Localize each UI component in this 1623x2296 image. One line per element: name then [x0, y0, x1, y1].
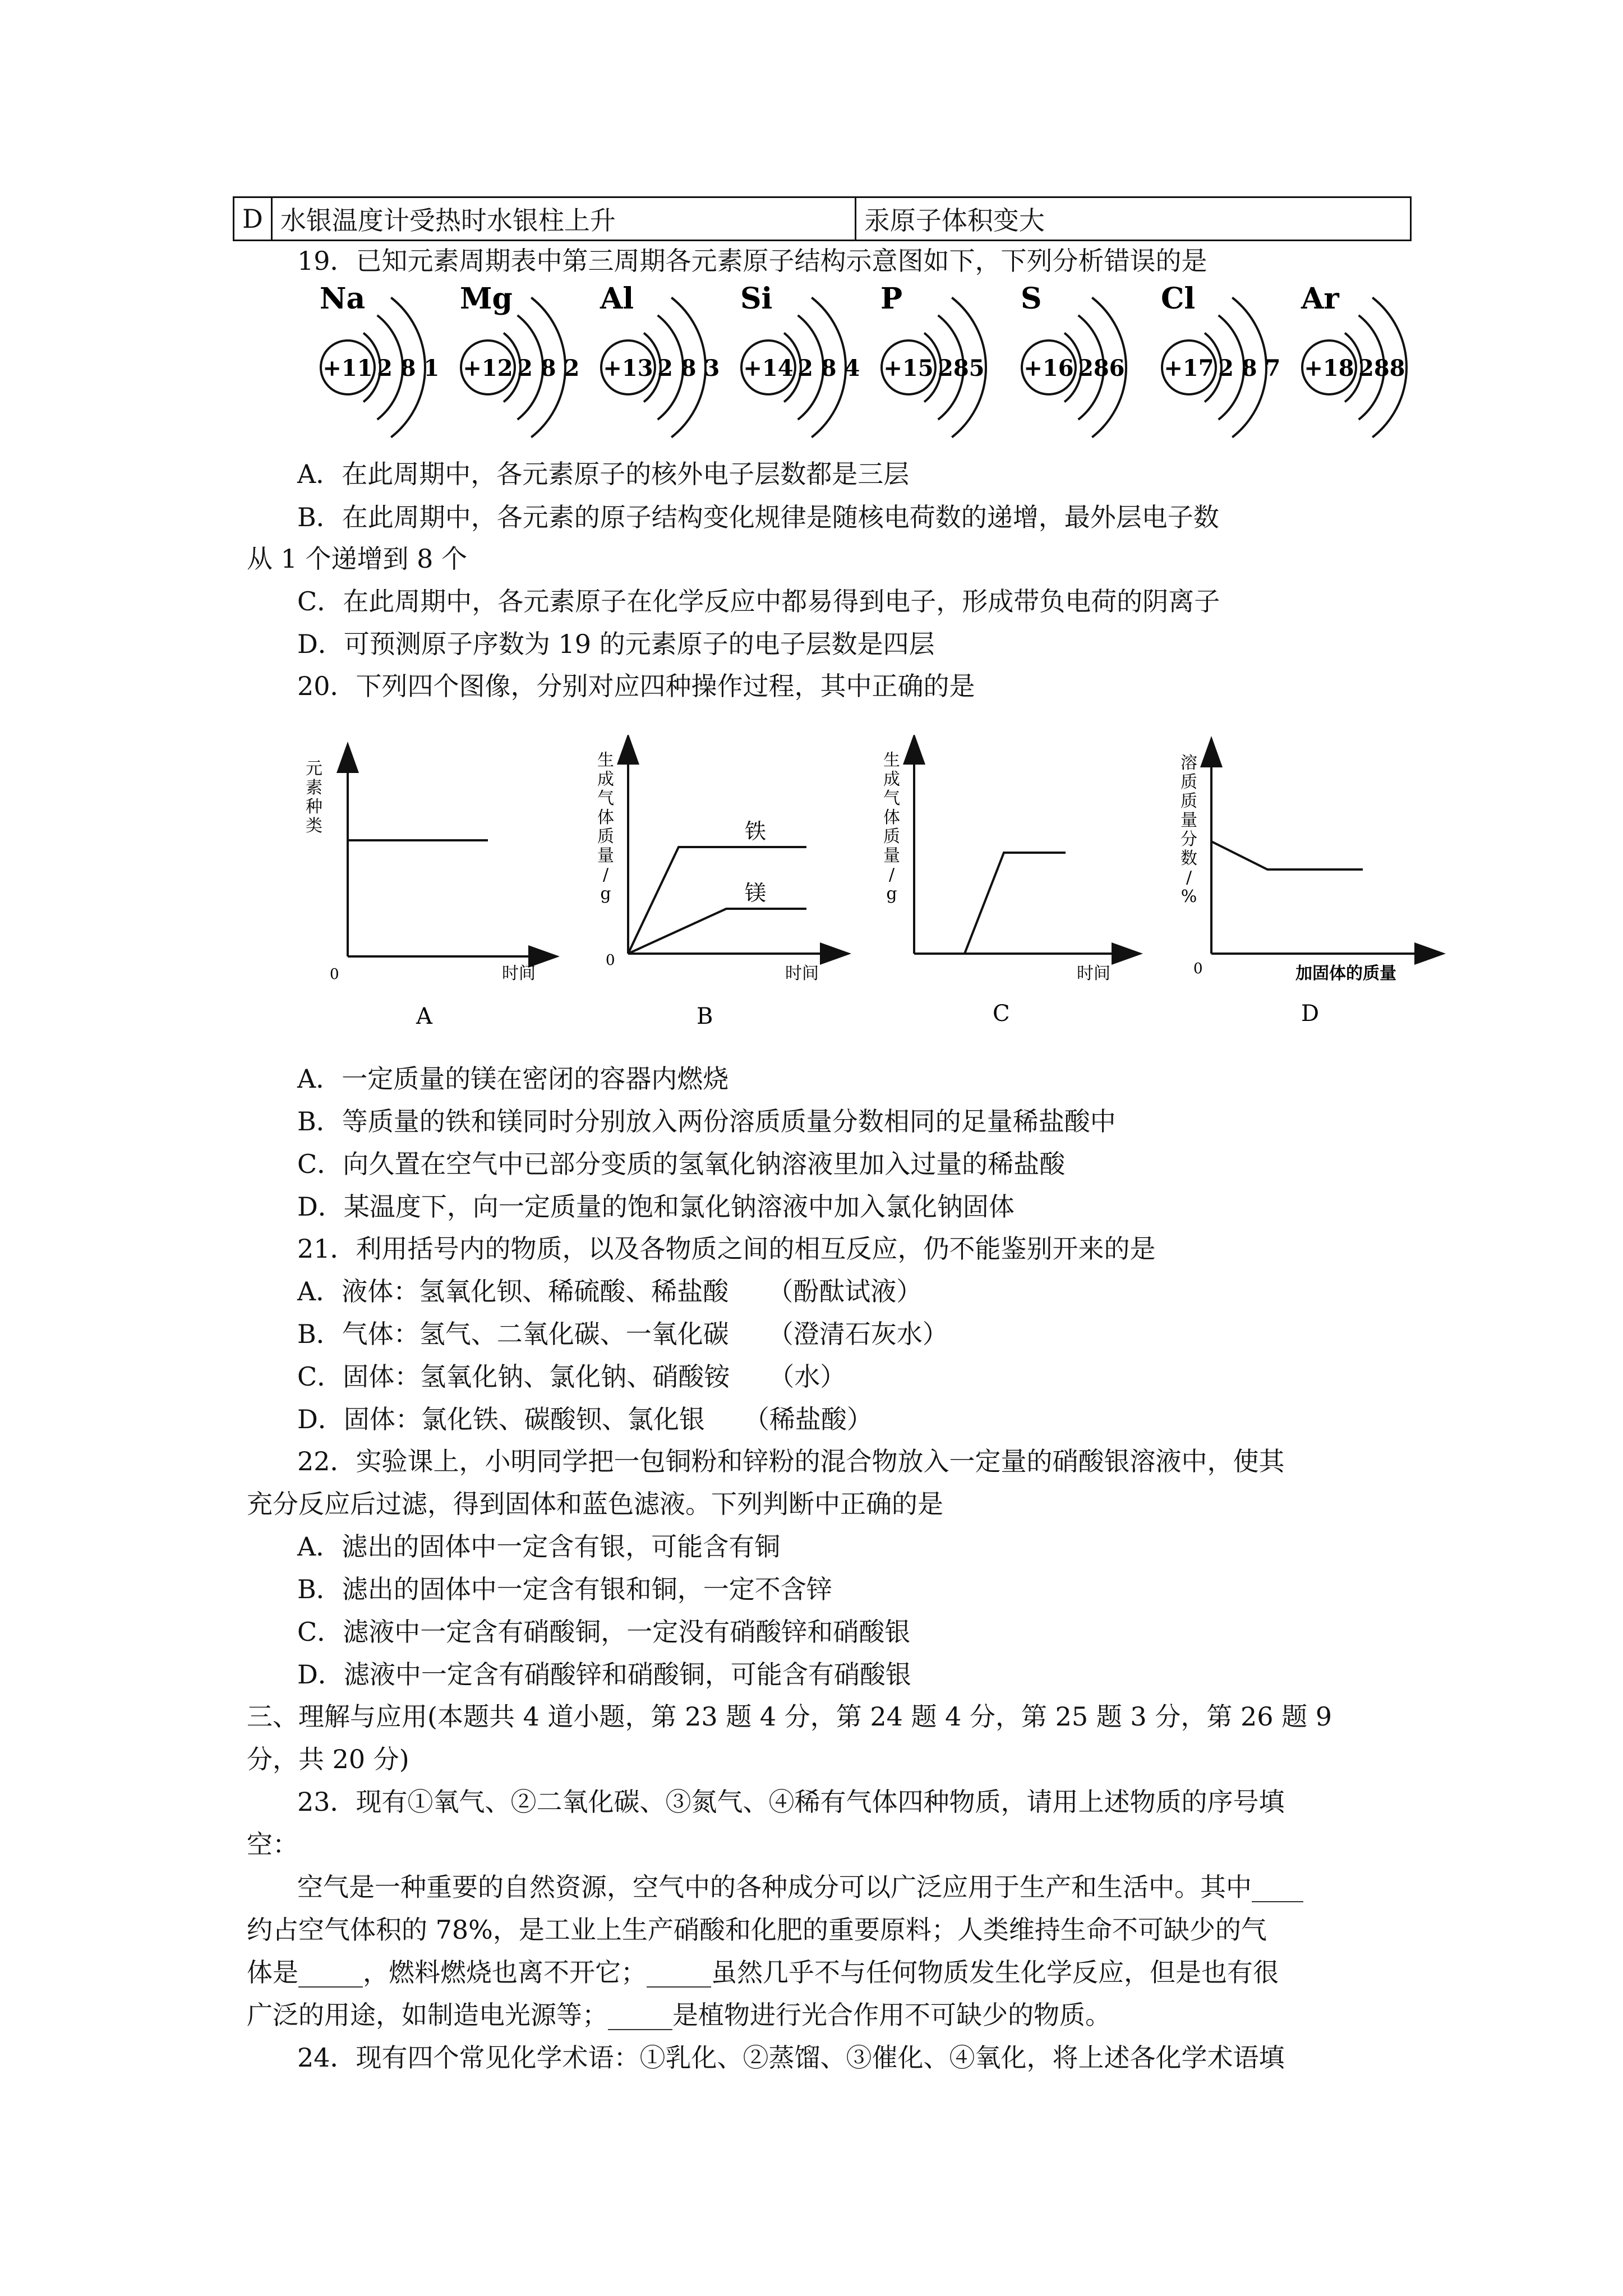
- graph-c-xlabel: 时间: [1077, 964, 1110, 983]
- q19-option-b-line1: B．在此周期中，各元素的原子结构变化规律是随核电荷数的递增，最外层电子数: [297, 502, 1219, 532]
- y-axis-label-char: 分: [1181, 830, 1197, 849]
- graph-c: [883, 749, 1127, 1027]
- magnesium-curve-label: 镁: [745, 881, 767, 905]
- y-axis-label-char: 溶: [1181, 753, 1197, 773]
- y-axis-label-char: g: [600, 884, 611, 904]
- y-axis-label-char: 数: [1181, 849, 1197, 868]
- y-axis-label-char: 量: [1181, 811, 1197, 830]
- atom-symbol: Si: [740, 283, 773, 316]
- electron-counts: 2 8 4: [797, 355, 860, 381]
- graph-d: [1181, 752, 1430, 1027]
- y-axis-label-char: /: [888, 865, 895, 885]
- y-axis-label-char: 气: [883, 789, 900, 808]
- table-row: [234, 197, 1411, 241]
- atom-diagram-na: [320, 283, 439, 438]
- y-axis-label-char: 成: [883, 770, 900, 789]
- q20-option-c: C．向久置在空气中已部分变质的氢氧化钠溶液里加入过量的稀盐酸: [297, 1149, 1066, 1179]
- q20-graphs: [292, 735, 1469, 1049]
- q19-option-c: C．在此周期中，各元素原子在化学反应中都易得到电子，形成带负电荷的阴离子: [297, 586, 1220, 616]
- nucleus-charge: +18: [1304, 355, 1354, 381]
- q22-option-d: D．滤液中一定含有硝酸锌和硝酸铜，可能含有硝酸银: [297, 1659, 911, 1690]
- q23-stem-line2: 空：: [247, 1829, 298, 1860]
- q24-stem-line1: 24．现有四个常见化学术语：①乳化、②蒸馏、③催化、④氧化，将上述各化学术语填: [297, 2042, 1285, 2073]
- q22-option-b: B．滤出的固体中一定含有银和铜，一定不含锌: [297, 1574, 832, 1604]
- q19-option-d: D．可预测原子序数为 19 的元素原子的电子层数是四层: [297, 629, 935, 659]
- q23-stem-line1: 23．现有①氧气、②二氧化碳、③氮气、④稀有气体四种物质，请用上述物质的序号填: [297, 1787, 1285, 1817]
- graph-a-origin: 0: [330, 966, 339, 983]
- nucleus-charge: +15: [883, 355, 934, 381]
- atom-diagram-al: [600, 283, 720, 438]
- graph-b-xlabel: 时间: [785, 964, 819, 983]
- nucleus-charge: +16: [1023, 355, 1074, 381]
- electron-counts: 2 8 1: [377, 355, 440, 381]
- graph-b: [597, 749, 836, 1029]
- y-axis-label-char: 生: [883, 751, 900, 770]
- atom-diagram-s: [1021, 283, 1126, 438]
- electron-counts: 2 8 3: [657, 355, 720, 381]
- y-axis-label-char: %: [1181, 887, 1197, 907]
- y-axis-label-char: 体: [597, 808, 614, 827]
- electron-counts: 286: [1078, 355, 1125, 381]
- y-axis-label-char: 成: [597, 770, 614, 789]
- q23-passage-line3: 体是_____，燃料燃烧也离不开它；_____虽然几乎不与任何物质发生化学反应，但是也有很: [247, 1957, 1279, 1987]
- y-axis-label-char: g: [886, 884, 897, 904]
- q22-option-c: C．滤液中一定含有硝酸铜，一定没有硝酸锌和硝酸银: [297, 1617, 911, 1647]
- graph-d-letter: D: [1301, 1001, 1320, 1027]
- q21-option-c: C．固体：氢氧化钠、氯化钠、硝酸铵 （水）: [297, 1361, 846, 1392]
- y-axis-label-char: 元: [306, 759, 322, 779]
- graph-b-letter: B: [697, 1004, 713, 1029]
- q21-option-b: B．气体：氢气、二氧化碳、一氧化碳 （澄清石灰水）: [297, 1319, 948, 1349]
- atom-symbol: Cl: [1161, 283, 1196, 316]
- nucleus-charge: +11: [322, 355, 373, 381]
- y-axis-label-char: 量: [597, 846, 614, 866]
- row-phenomenon: 水银温度计受热时水银柱上升: [271, 197, 855, 241]
- q19-stem: 19．已知元素周期表中第三周期各元素原子结构示意图如下，下列分析错误的是: [297, 246, 1207, 276]
- q21-option-a: A．液体：氢氧化钡、稀硫酸、稀盐酸 （酚酞试液）: [297, 1276, 923, 1306]
- section3-heading-line2: 分，共 20 分): [247, 1744, 409, 1774]
- y-axis-label-char: /: [602, 865, 609, 885]
- q21-option-d: D．固体：氯化铁、碳酸钡、氯化银 （稀盐酸）: [297, 1404, 873, 1434]
- q22-stem-line1: 22．实验课上，小明同学把一包铜粉和锌粉的混合物放入一定量的硝酸银溶液中，使其: [297, 1446, 1285, 1476]
- y-axis-label-char: 生: [597, 751, 614, 770]
- atom-diagram-p: [880, 283, 986, 438]
- atom-diagram-ar: [1301, 283, 1407, 438]
- answer-table: [233, 196, 1412, 241]
- y-axis-label-char: 量: [883, 846, 900, 866]
- atom-symbol: Mg: [460, 283, 513, 316]
- electron-counts: 2 8 2: [517, 355, 580, 381]
- q20-stem: 20．下列四个图像，分别对应四种操作过程，其中正确的是: [297, 671, 975, 701]
- atom-diagram-mg: [460, 283, 579, 438]
- q20-option-d: D．某温度下，向一定质量的饱和氯化钠溶液中加入氯化钠固体: [297, 1191, 1015, 1222]
- graph-b-origin: 0: [606, 952, 615, 969]
- electron-counts: 288: [1358, 355, 1405, 381]
- section3-heading-line1: 三、理解与应用(本题共 4 道小题，第 23 题 4 分，第 24 题 4 分，第 25 题 3 分，第 26 题 9: [247, 1701, 1332, 1732]
- atom-symbol: P: [880, 283, 903, 316]
- q22-option-a: A．滤出的固体中一定含有银，可能含有铜: [297, 1531, 781, 1562]
- atom-symbol: S: [1021, 283, 1042, 316]
- nucleus-charge: +13: [603, 355, 653, 381]
- q19-option-b-line2: 从 1 个递增到 8 个: [247, 544, 468, 574]
- row-explanation: 汞原子体积变大: [855, 197, 1410, 241]
- q19-option-a: A．在此周期中，各元素原子的核外电子层数都是三层: [297, 459, 910, 489]
- y-axis-label-char: 素: [306, 778, 322, 798]
- atom-symbol: Na: [320, 283, 366, 316]
- atom-symbol: Al: [600, 283, 634, 316]
- q21-stem: 21．利用括号内的物质，以及各物质之间的相互反应，仍不能鉴别开来的是: [297, 1234, 1156, 1264]
- nucleus-charge: +12: [463, 355, 513, 381]
- y-axis-label-char: 质: [1181, 772, 1197, 792]
- q23-passage-line4: 广泛的用途，如制造电光源等；_____是植物进行光合作用不可缺少的物质。: [247, 2000, 1111, 2030]
- iron-curve-label: 铁: [745, 819, 767, 844]
- nucleus-charge: +14: [743, 355, 794, 381]
- q23-passage-line2: 约占空气体积的 78%，是工业上生产硝酸和化肥的重要原料；人类维持生命不可缺少的气: [247, 1915, 1267, 1945]
- y-axis-label-char: 种: [306, 797, 322, 817]
- electron-counts: 285: [938, 355, 985, 381]
- atom-diagram-si: [740, 283, 860, 438]
- graph-a: [306, 757, 544, 1029]
- q20-option-a: A．一定质量的镁在密闭的容器内燃烧: [297, 1064, 729, 1094]
- q23-passage-line1: 空气是一种重要的自然资源，空气中的各种成分可以广泛应用于生产和生活中。其中____: [297, 1872, 1303, 1902]
- y-axis-label-char: 质: [1181, 792, 1197, 811]
- graph-a-xlabel: 时间: [502, 964, 536, 983]
- nucleus-charge: +17: [1164, 355, 1214, 381]
- y-axis-label-char: /: [1186, 868, 1192, 887]
- y-axis-label-char: 气: [597, 789, 614, 808]
- graph-d-xlabel: 加固体的质量: [1295, 964, 1396, 983]
- y-axis-label-char: 体: [883, 808, 900, 827]
- y-axis-label-char: 质: [597, 827, 614, 846]
- graph-a-letter: A: [416, 1004, 432, 1029]
- graph-d-origin: 0: [1193, 960, 1203, 977]
- y-axis-label-char: 类: [306, 816, 322, 836]
- atom-symbol: Ar: [1301, 283, 1339, 316]
- row-letter: D: [234, 197, 272, 241]
- q20-option-b: B．等质量的铁和镁同时分别放入两份溶质质量分数相同的足量稀盐酸中: [297, 1106, 1116, 1137]
- q22-stem-line2: 充分反应后过滤，得到固体和蓝色滤液。下列判断中正确的是: [247, 1489, 943, 1519]
- atom-structure-diagrams: [297, 283, 1447, 474]
- graph-c-letter: C: [993, 1001, 1010, 1027]
- y-axis-label-char: 质: [883, 827, 900, 846]
- atom-diagram-cl: [1161, 283, 1280, 438]
- electron-counts: 2 8 7: [1218, 355, 1281, 381]
